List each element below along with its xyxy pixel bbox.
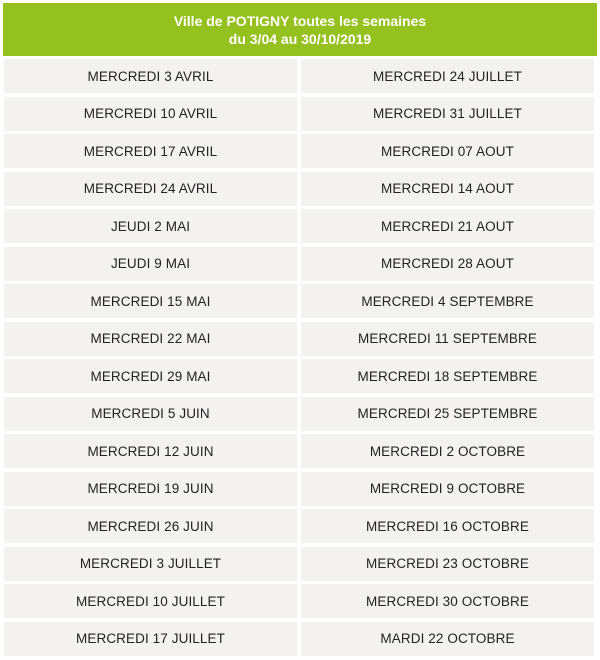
- date-cell-left: MERCREDI 3 AVRIL: [4, 59, 297, 93]
- date-cell-left: MERCREDI 10 JUILLET: [4, 584, 297, 618]
- date-cell-left: MERCREDI 5 JUIN: [4, 397, 297, 431]
- date-cell-right: MERCREDI 14 AOUT: [301, 172, 594, 206]
- date-cell-left: MERCREDI 29 MAI: [4, 359, 297, 393]
- date-cell-left: MERCREDI 19 JUIN: [4, 472, 297, 506]
- date-cell-right: MERCREDI 28 AOUT: [301, 247, 594, 281]
- date-cell-right: MERCREDI 31 JUILLET: [301, 97, 594, 131]
- date-cell-left: MERCREDI 26 JUIN: [4, 509, 297, 543]
- date-cell-right: MERCREDI 21 AOUT: [301, 209, 594, 243]
- date-cell-right: MERCREDI 30 OCTOBRE: [301, 584, 594, 618]
- date-cell-left: MERCREDI 17 JUILLET: [4, 622, 297, 656]
- date-cell-right: MERCREDI 11 SEPTEMBRE: [301, 322, 594, 356]
- date-cell-left: MERCREDI 22 MAI: [4, 322, 297, 356]
- date-cell-left: MERCREDI 10 AVRIL: [4, 97, 297, 131]
- date-cell-right: MERCREDI 18 SEPTEMBRE: [301, 359, 594, 393]
- date-cell-right: MERCREDI 9 OCTOBRE: [301, 472, 594, 506]
- date-cell-right: MERCREDI 24 JUILLET: [301, 59, 594, 93]
- date-cell-right: MERCREDI 16 OCTOBRE: [301, 509, 594, 543]
- date-cell-left: MERCREDI 15 MAI: [4, 284, 297, 318]
- header-date-range: du 3/04 au 30/10/2019: [228, 30, 372, 47]
- table-header: [3, 3, 597, 56]
- date-cell-right: MERCREDI 25 SEPTEMBRE: [301, 397, 594, 431]
- date-cell-right: MERCREDI 07 AOUT: [301, 134, 594, 168]
- date-cell-left: JEUDI 2 MAI: [4, 209, 297, 243]
- schedule-table-container: [3, 3, 597, 656]
- date-cell-left: JEUDI 9 MAI: [4, 247, 297, 281]
- date-cell-left: MERCREDI 12 JUIN: [4, 434, 297, 468]
- date-cell-left: MERCREDI 17 AVRIL: [4, 134, 297, 168]
- date-cell-left: MERCREDI 3 JUILLET: [4, 547, 297, 581]
- dates-grid: [3, 59, 597, 656]
- date-cell-right: MARDI 22 OCTOBRE: [301, 622, 594, 656]
- date-cell-right: MERCREDI 4 SEPTEMBRE: [301, 284, 594, 318]
- date-cell-left: MERCREDI 24 AVRIL: [4, 172, 297, 206]
- date-cell-right: MERCREDI 23 OCTOBRE: [301, 547, 594, 581]
- date-cell-right: MERCREDI 2 OCTOBRE: [301, 434, 594, 468]
- header-title: Ville de POTIGNY toutes les semaines: [173, 12, 427, 29]
